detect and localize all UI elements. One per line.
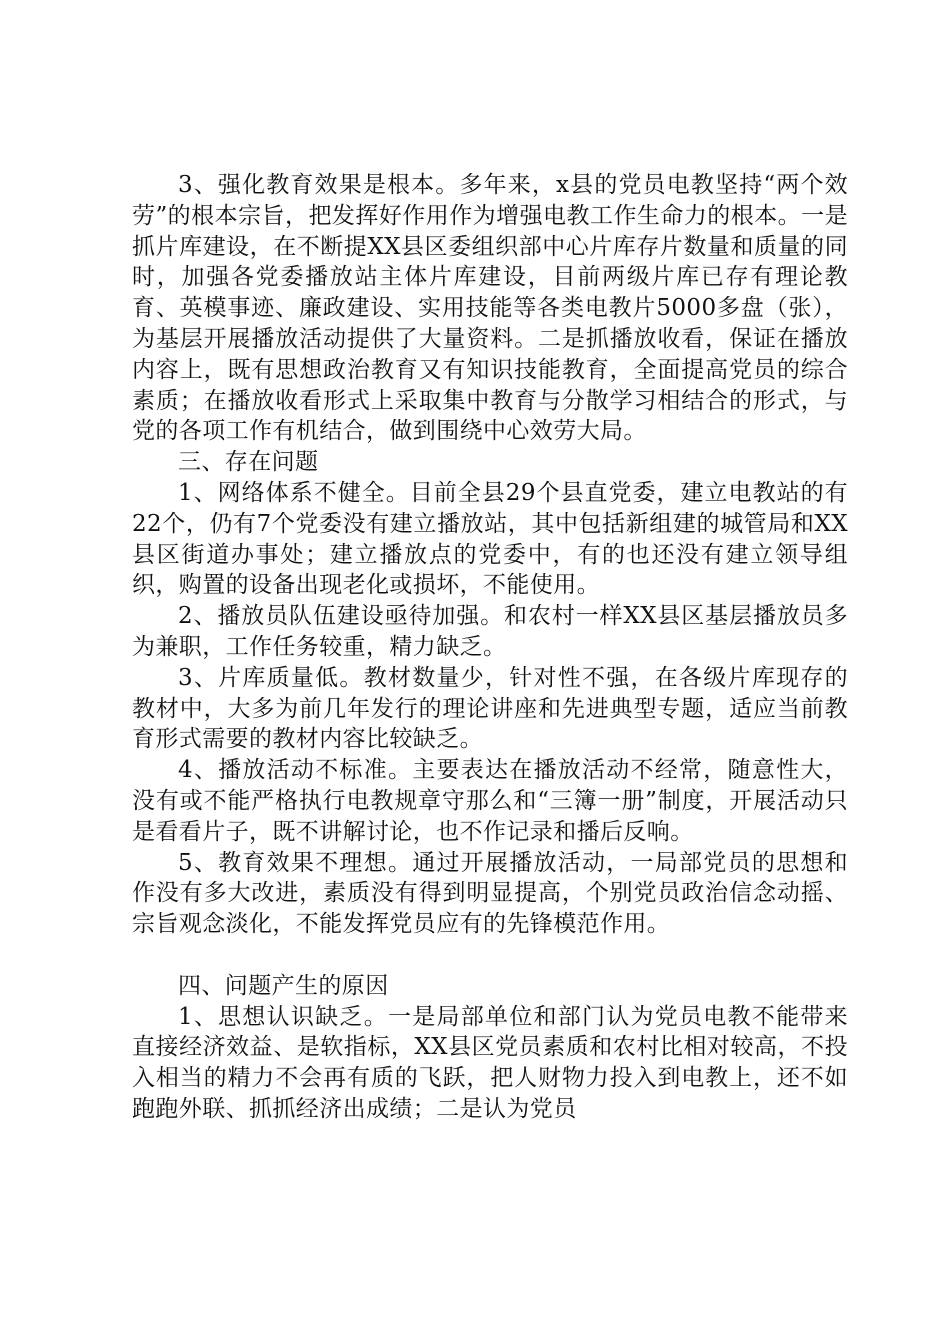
paragraph-broadcaster-team: 2、播放员队伍建设亟待加强。和农村一样XX县区基层播放员多为兼职，工作任务较重，精力缺乏。 <box>132 603 848 660</box>
paragraph-education-effect: 5、教育效果不理想。通过开展播放活动，一局部党员的思想和作没有多大改进，素质没有得到明显提高，个别党员政治信念动摇、宗旨观念淡化，不能发挥党员应有的先锋模范作用。 <box>132 849 848 938</box>
section-heading-existing-problems: 三、存在问题 <box>178 449 319 476</box>
paragraph-insufficient-awareness: 1、思想认识缺乏。一是局部单位和部门认为党员电教不能带来直接经济效益、是软指标，XX县区党员素质和农村比相对较高，不投入相当的精力不会再有质的飞跃，把人财物力投入到电教上，还不如跑跑外联、抓抓经济出成绩；二是认为党员 <box>132 1003 848 1122</box>
paragraph-film-library-quality: 3、片库质量低。教材数量少，针对性不强，在各级片库现存的教材中，大多为前几年发行的理论讲座和先进典型专题，适应当前教育形式需要的教材内容比较缺乏。 <box>132 664 848 753</box>
paragraph-broadcast-activities: 4、播放活动不标准。主要表达在播放活动不经常，随意性大，没有或不能严格执行电教规章守那么和“三簿一册”制度，开展活动只是看看片子，既不讲解讨论，也不作记录和播后反响。 <box>132 757 848 845</box>
document-body <box>132 170 848 1125</box>
paragraph-network-system: 1、网络体系不健全。目前全县29个县直党委，建立电教站的有22个，仍有7个党委没有建立播放站，其中包括新组建的城管局和XX县区街道办事处；建立播放点的党委中，有的也还没有建立领导组织，购置的设备出现老化或损坏，不能使用。 <box>132 479 848 599</box>
blank-line <box>132 940 848 971</box>
section-heading-problem-causes: 四、问题产生的原因 <box>178 972 389 999</box>
paragraph-strengthen-education: 3、强化教育效果是根本。多年来，x县的党员电教坚持“两个效劳”的根本宗旨，把发挥好作用作为增强电教工作生命力的根本。一是抓片库建设，在不断提XX县区委组织部中心片库存片数量和质量的同时，加强各党委播放站主体片库建设，目前两级片库已存有理论教育、英模事迹、廉政建设、实用技能等各类电教片5000多盘（张），为基层开展播放活动提供了大量资料。二是抓播放收看，保证在播放内容上，既有思想政治教育又有知识技能教育，全面提高党员的综合素质；在播放收看形式上采取集中教育与分散学习相结合的形式，与党的各项工作有机结合，做到围绕中心效劳大局。 <box>132 172 848 445</box>
